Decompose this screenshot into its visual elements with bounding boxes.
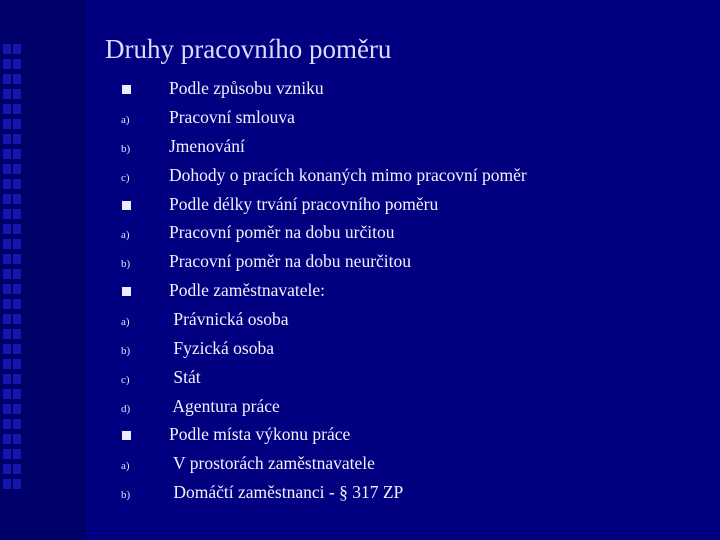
list-item <box>0 394 720 422</box>
square-bullet-icon <box>122 287 131 296</box>
list-item-marker: a) <box>121 114 130 126</box>
square-bullet-icon <box>122 201 131 210</box>
list-item-text: Dohody o pracích konaných mimo pracovní poměr <box>169 165 527 185</box>
list-item-text: Pracovní poměr na dobu neurčitou <box>169 251 412 271</box>
list-item-marker: b) <box>121 143 131 155</box>
square-bullet-icon <box>122 431 131 440</box>
list-item-text: V prostorách zaměstnavatele <box>169 453 375 473</box>
list-item <box>0 451 720 479</box>
list-item-marker: d) <box>121 403 131 415</box>
list-item-marker: b) <box>121 258 131 270</box>
list-item <box>0 307 720 335</box>
list-item-marker: a) <box>121 460 130 472</box>
list-item-text: Pracovní smlouva <box>169 107 295 127</box>
list-item-marker: c) <box>121 374 130 386</box>
list-item-marker: c) <box>121 172 130 184</box>
list-item-text: Fyzická osoba <box>169 338 274 358</box>
list-item <box>0 76 720 104</box>
list-item-marker: a) <box>121 316 130 328</box>
list-item-text: Pracovní poměr na dobu určitou <box>169 222 395 242</box>
list-item-text: Domáčtí zaměstnanci - § 317 ZP <box>169 482 404 502</box>
list-item-text: Podle místa výkonu práce <box>169 424 351 444</box>
list-item <box>0 163 720 191</box>
list-item-marker: a) <box>121 229 130 241</box>
list-item-text: Agentura práce <box>169 396 280 416</box>
list-item <box>0 365 720 393</box>
list-item-text: Podle zaměstnavatele: <box>169 280 325 300</box>
slide-title: Druhy pracovního poměru <box>105 34 392 64</box>
list-item-marker: b) <box>121 345 131 357</box>
square-bullet-icon <box>122 85 131 94</box>
list-item <box>0 134 720 162</box>
list-item <box>0 480 720 508</box>
list-item <box>0 422 720 450</box>
list-item-text: Právnická osoba <box>169 309 289 329</box>
list-item <box>0 249 720 277</box>
list-item-text: Podle způsobu vzniku <box>169 78 324 98</box>
list-item <box>0 220 720 248</box>
list-item-marker: b) <box>121 489 131 501</box>
list-item-text: Podle délky trvání pracovního poměru <box>169 194 439 214</box>
list-item-text: Stát <box>169 367 201 387</box>
list-item <box>0 192 720 220</box>
list-item <box>0 105 720 133</box>
list-item <box>0 278 720 306</box>
list-item <box>0 336 720 364</box>
list-item-text: Jmenování <box>169 136 245 156</box>
